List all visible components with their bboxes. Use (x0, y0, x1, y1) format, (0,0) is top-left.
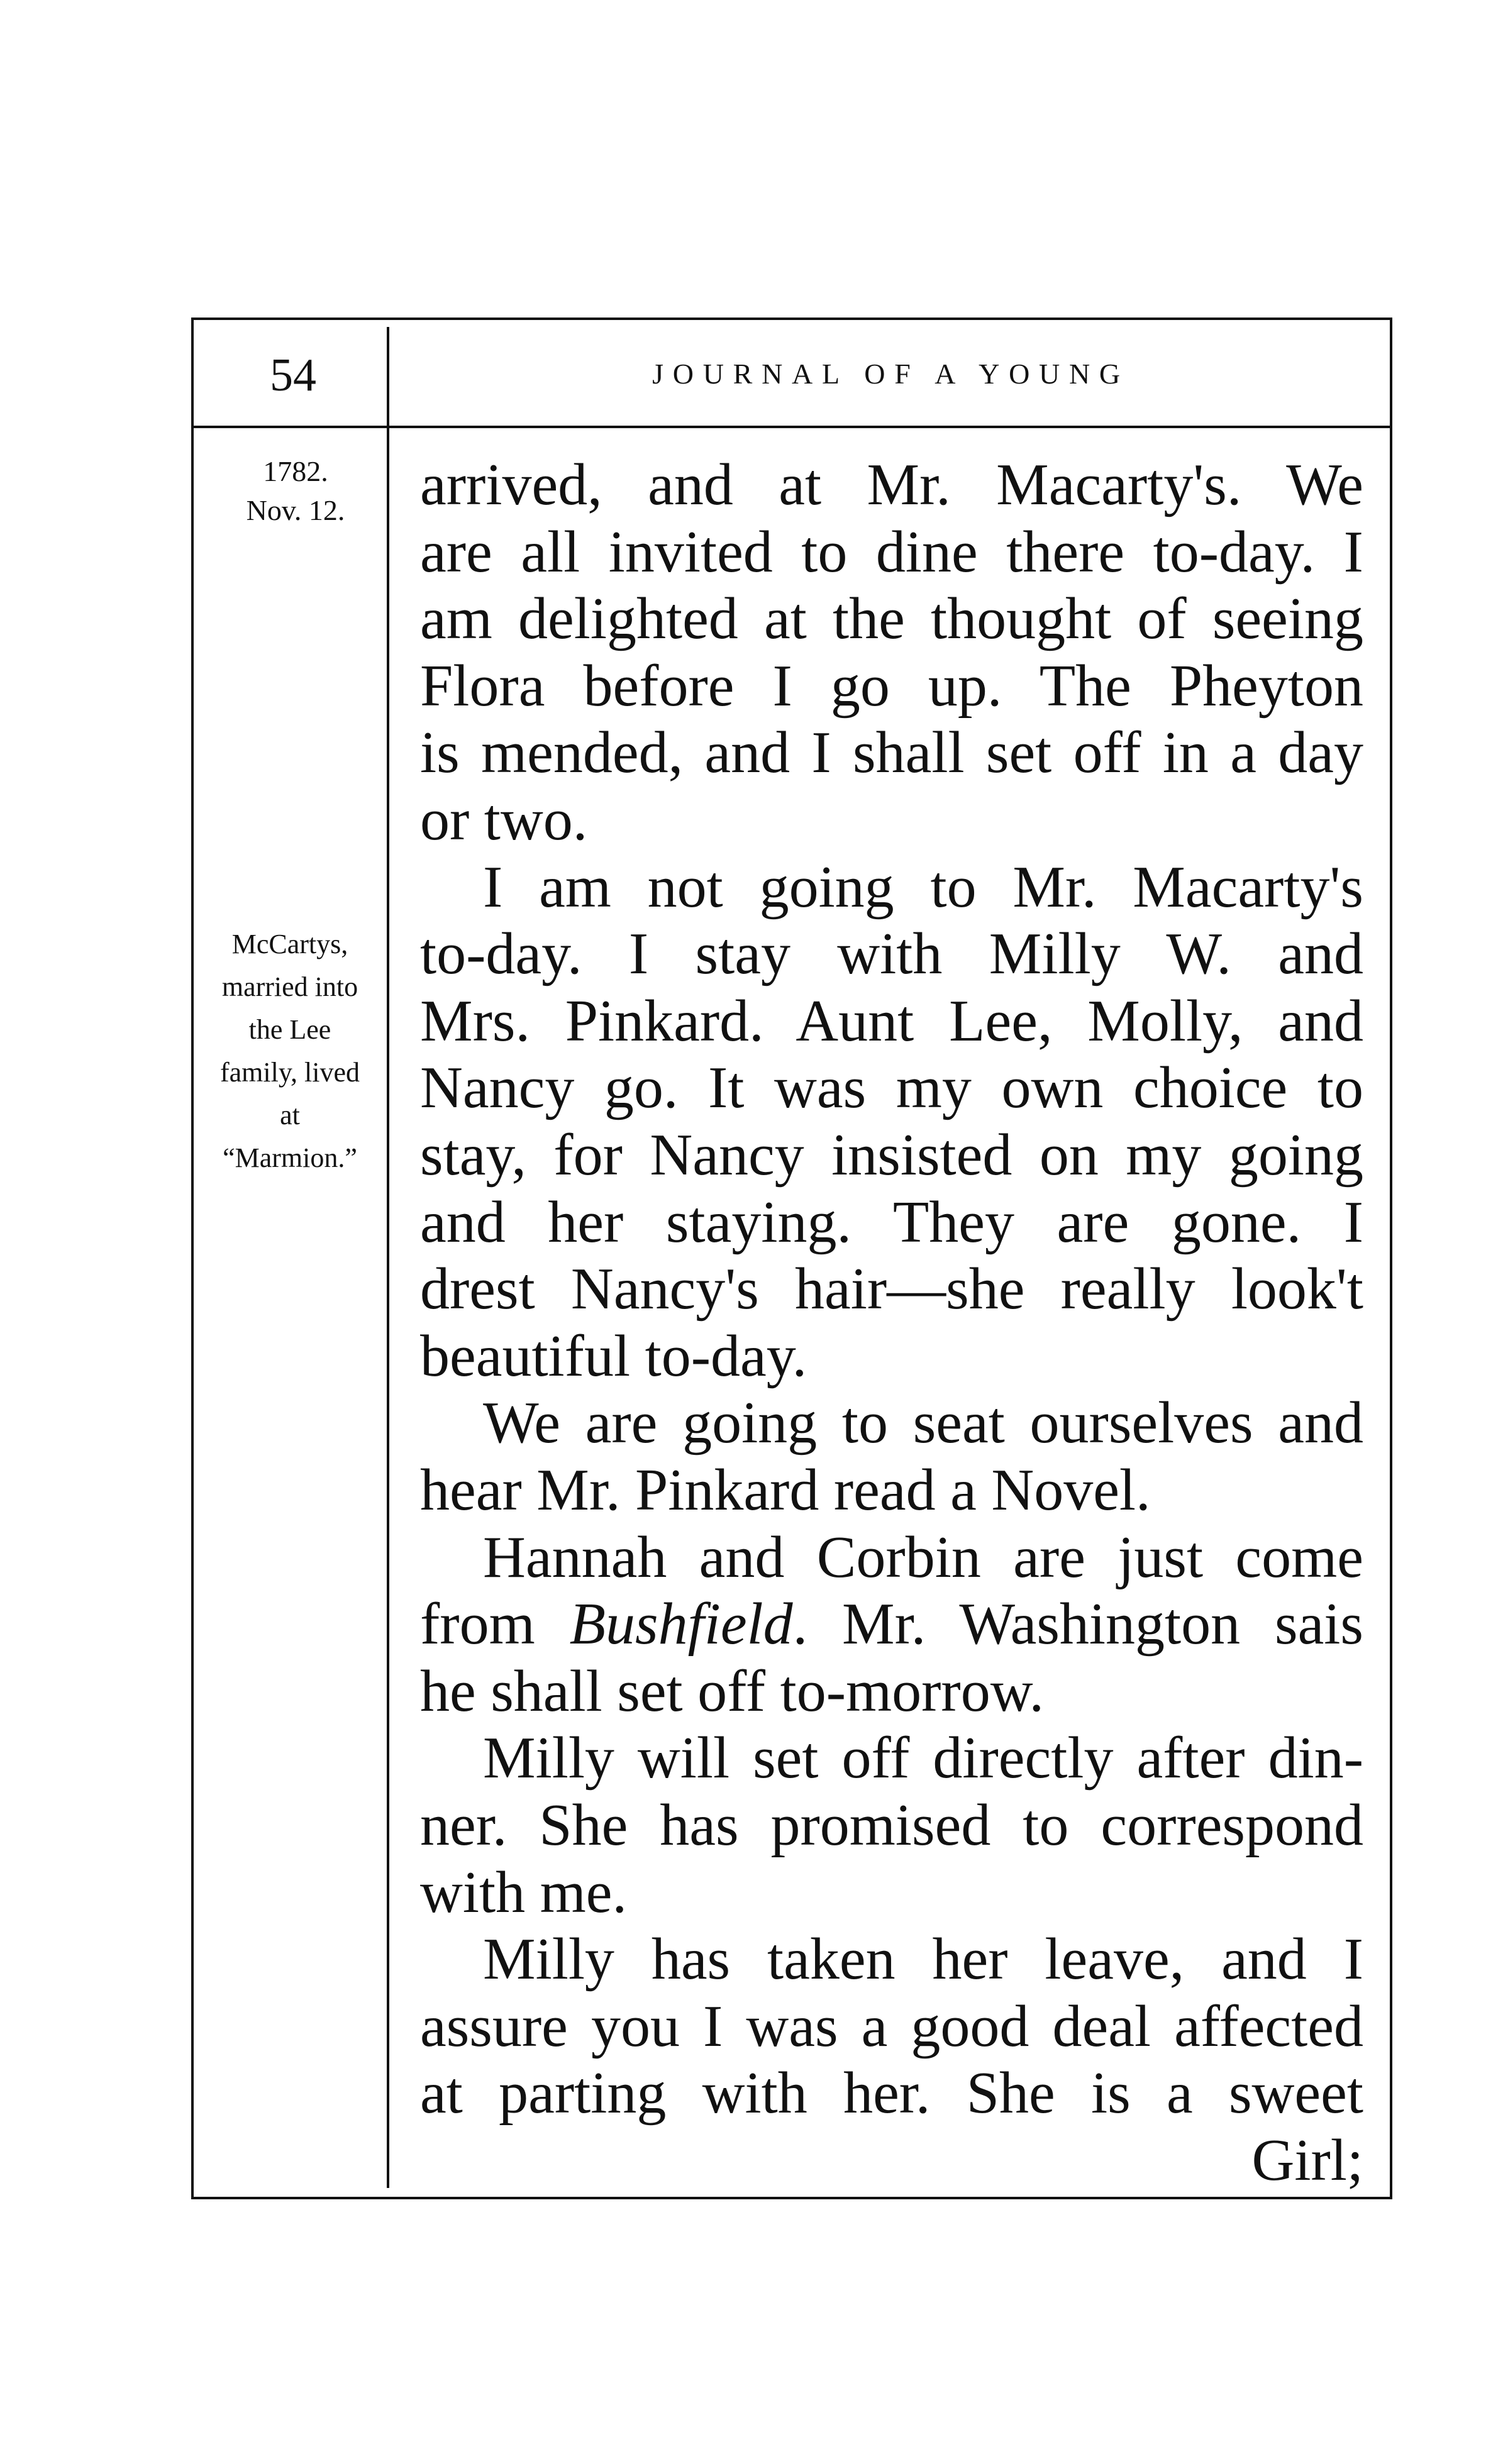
text-segment: hear Mr. Pinkard read a Novel. (420, 1457, 1151, 1523)
text-segment: ner. She has promised to correspond (420, 1793, 1363, 1858)
text-line (420, 1725, 1363, 1791)
text-segment: We are going to seat ourselves and (483, 1390, 1363, 1456)
text-segment: assure you I was a good deal affected (420, 1993, 1363, 2059)
page-number: 54 (270, 350, 316, 401)
text-line (420, 2127, 1363, 2194)
text-line (420, 585, 1363, 652)
margin-date-day: Nov. 12. (246, 494, 345, 526)
running-title: JOURNAL OF A YOUNG (652, 358, 1129, 390)
text-line (420, 1457, 1363, 1523)
text-segment: . Mr. Washington sais (792, 1591, 1363, 1657)
text-segment: and her staying. They are gone. I (420, 1189, 1363, 1255)
text-segment: is mended, and I shall set off in a day (420, 720, 1363, 786)
margin-date-year: 1782. (263, 455, 328, 487)
text-segment: Girl; (1251, 2128, 1363, 2193)
header-rule (191, 426, 1392, 428)
text-segment: I am not going to Mr. Macarty's (483, 854, 1363, 920)
text-line (420, 1524, 1363, 1591)
text-line (420, 1926, 1363, 1992)
text-segment: Mrs. Pinkard. Aunt Lee, Molly, and (420, 988, 1363, 1054)
text-segment: Milly will set off directly after din- (483, 1725, 1363, 1791)
text-line (420, 1189, 1363, 1256)
margin-note-line: married into (221, 971, 358, 1002)
text-line (420, 1122, 1363, 1188)
text-segment: are all invited to dine there to-day. I (420, 519, 1363, 585)
text-line (420, 1591, 1363, 1657)
text-line (420, 519, 1363, 585)
text-segment: Flora before I go up. The Pheyton (420, 653, 1363, 719)
text-line (420, 787, 1363, 853)
margin-note-line: family, lived (220, 1057, 360, 1088)
text-line (420, 1054, 1363, 1121)
text-line (420, 1658, 1363, 1725)
italic-place-name: Bushfield (569, 1591, 793, 1657)
text-segment: he shall set off to-morrow. (420, 1658, 1045, 1724)
text-line (420, 1389, 1363, 1456)
margin-note-line: “Marmion.” (223, 1142, 357, 1173)
text-segment: Nancy go. It was my own choice to (420, 1055, 1363, 1121)
text-segment: or two. (420, 787, 588, 853)
text-line (420, 1323, 1363, 1389)
text-segment: arrived, and at Mr. Macarty's. We (420, 452, 1363, 517)
text-segment: Milly has taken her leave, and I (483, 1926, 1363, 1992)
text-segment: from (420, 1591, 570, 1657)
text-line (420, 1859, 1363, 1926)
text-line (420, 653, 1363, 719)
text-segment: Hannah and Corbin are just come (483, 1524, 1363, 1590)
text-line (420, 920, 1363, 987)
text-segment: with me. (420, 1859, 627, 1925)
text-line (420, 719, 1363, 786)
text-line (420, 988, 1363, 1054)
text-line (420, 2060, 1363, 2126)
text-line (420, 854, 1363, 920)
text-line (420, 1792, 1363, 1859)
margin-note-line: at (280, 1100, 300, 1130)
text-segment: beautiful to-day. (420, 1323, 807, 1389)
text-line (420, 451, 1363, 518)
text-segment: drest Nancy's hair—she really look't (420, 1256, 1363, 1322)
margin-note (194, 923, 386, 1180)
margin-note-line: McCartys, (231, 929, 348, 959)
text-segment: to-day. I stay with Milly W. and (420, 921, 1363, 987)
text-segment: am delighted at the thought of seeing (420, 586, 1363, 652)
text-segment: at parting with her. She is a sweet (420, 2060, 1363, 2126)
text-line (420, 1993, 1363, 2060)
text-segment: stay, for Nancy insisted on my going (420, 1122, 1363, 1188)
text-line (420, 1256, 1363, 1322)
margin-note-line: the Lee (248, 1014, 331, 1045)
margin-column-rule (387, 327, 389, 2188)
